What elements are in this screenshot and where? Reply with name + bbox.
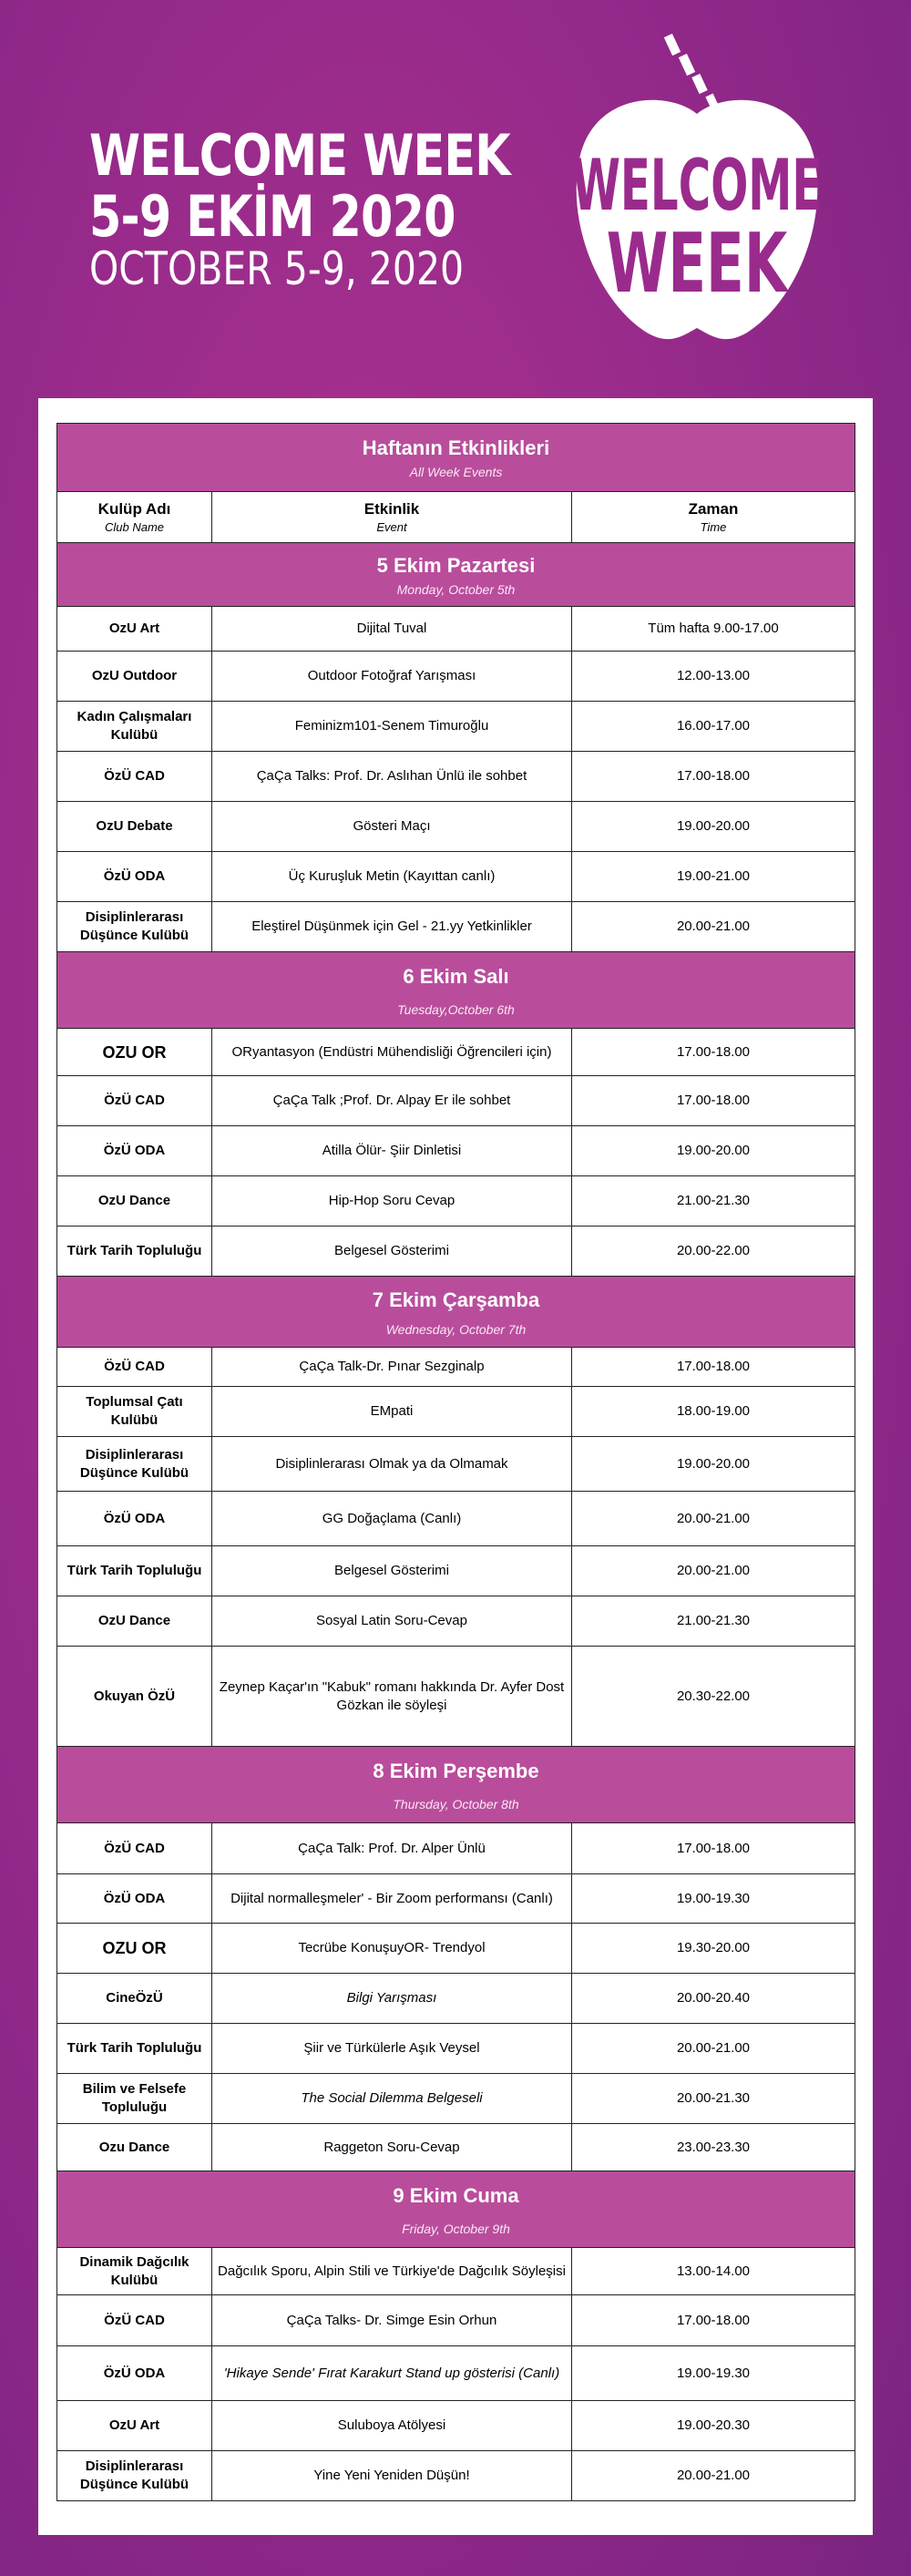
- table-row: Disiplinlerarası Düşünce Kulübü Eleştirel Düşünmek için Gel - 21.yy Yetkinlikler 20.00-21.00: [57, 902, 855, 952]
- table-row: Türk Tarih Topluluğu Belgesel Gösterimi 20.00-21.00: [57, 1546, 855, 1596]
- table-row: OzU Debate Gösteri Maçı 19.00-20.00: [57, 802, 855, 852]
- table-row: OzU Outdoor Outdoor Fotoğraf Yarışması 12.00-13.00: [57, 652, 855, 702]
- table-row: OzU Art Dijital Tuval Tüm hafta 9.00-17.00: [57, 607, 855, 652]
- table-row: ÖzÜ CAD ÇaÇa Talks: Prof. Dr. Aslıhan Ünlü ile sohbet 17.00-18.00: [57, 752, 855, 802]
- table-row: Okuyan ÖzÜ Zeynep Kaçar'ın "Kabuk" romanı hakkında Dr. Ayfer Dost Gözkan ile söyleşi 20.30-22.00: [57, 1647, 855, 1747]
- table-row: CineÖzÜ Bilgi Yarışması 20.00-20.40: [57, 1974, 855, 2024]
- table-row: OZU OR ORyantasyon (Endüstri Mühendisliği Öğrencileri için) 17.00-18.00: [57, 1029, 855, 1076]
- table-row: ÖzÜ ODA Dijital normalleşmeler' - Bir Zoom performansı (Canlı) 19.00-19.30: [57, 1874, 855, 1924]
- column-header-time: Zaman Time: [572, 492, 855, 543]
- table-row: ÖzÜ CAD ÇaÇa Talks- Dr. Simge Esin Orhun 17.00-18.00: [57, 2295, 855, 2346]
- all-week-subtitle: All Week Events: [409, 465, 503, 479]
- column-header-row: [57, 492, 855, 543]
- table-row: Kadın Çalışmaları Kulübü Feminizm101-Senem Timuroğlu 16.00-17.00: [57, 702, 855, 752]
- table-row: ÖzÜ CAD ÇaÇa Talk-Dr. Pınar Sezginalp 17.00-18.00: [57, 1348, 855, 1387]
- day-header-friday: 9 Ekim Cuma Friday, October 9th: [57, 2171, 855, 2248]
- all-week-title: Haftanın Etkinlikleri: [362, 436, 550, 459]
- table-row: OzU Dance Hip-Hop Soru Cevap 21.00-21.30: [57, 1176, 855, 1226]
- title-date-en: OCTOBER 5-9, 2020: [89, 242, 465, 295]
- table-row: Disiplinlerarası Düşünce Kulübü Disiplinlerarası Olmak ya da Olmamak 19.00-20.00: [57, 1437, 855, 1492]
- table-row: ÖzÜ ODA Atilla Ölür- Şiir Dinletisi 19.00-20.00: [57, 1126, 855, 1176]
- table-row: ÖzÜ CAD ÇaÇa Talk ;Prof. Dr. Alpay Er ile sohbet 17.00-18.00: [57, 1076, 855, 1126]
- day-header-thursday: 8 Ekim Perşembe Thursday, October 8th: [57, 1747, 855, 1823]
- column-header-event: Etkinlik Event: [212, 492, 572, 543]
- title-date-tr: 5-9 EKİM 2020: [89, 183, 456, 250]
- table-row: OZU OR Tecrübe KonuşuyOR- Trendyol 19.30-20.00: [57, 1924, 855, 1974]
- all-week-header: [57, 424, 855, 492]
- table-row: ÖzÜ ODA 'Hikaye Sende' Fırat Karakurt Stand up gösterisi (Canlı) 19.00-19.30: [57, 2346, 855, 2401]
- table-row: OzU Art Suluboya Atölyesi 19.00-20.30: [57, 2401, 855, 2451]
- schedule-table: [56, 423, 855, 2501]
- table-row: ÖzÜ ODA Üç Kuruşluk Metin (Kayıttan canlı) 19.00-21.00: [57, 852, 855, 902]
- table-row: OzU Dance Sosyal Latin Soru-Cevap 21.00-21.30: [57, 1596, 855, 1647]
- table-row: Ozu Dance Raggeton Soru-Cevap 23.00-23.30: [57, 2124, 855, 2171]
- table-row: Türk Tarih Topluluğu Şiir ve Türkülerle Aşık Veysel 20.00-21.00: [57, 2024, 855, 2074]
- header-banner: [0, 0, 911, 401]
- table-row: Disiplinlerarası Düşünce Kulübü Yine Yeni Yeniden Düşün! 20.00-21.00: [57, 2451, 855, 2501]
- day-header-wednesday: 7 Ekim Çarşamba Wednesday, October 7th: [57, 1277, 855, 1348]
- logo-text-week: WEEK: [606, 217, 788, 313]
- table-row: ÖzÜ CAD ÇaÇa Talk: Prof. Dr. Alper Ünlü 17.00-18.00: [57, 1823, 855, 1874]
- apple-logo-icon: [560, 27, 834, 355]
- table-row: Toplumsal Çatı Kulübü EMpati 18.00-19.00: [57, 1387, 855, 1437]
- schedule-card: [38, 398, 873, 2535]
- table-row: Türk Tarih Topluluğu Belgesel Gösterimi 20.00-22.00: [57, 1226, 855, 1277]
- logo-text-welcome: WELCOME: [571, 145, 823, 228]
- table-row: ÖzÜ ODA GG Doğaçlama (Canlı) 20.00-21.00: [57, 1492, 855, 1546]
- table-row: Dinamik Dağcılık Kulübü Dağcılık Sporu, Alpin Stili ve Türkiye'de Dağcılık Söyleşisi 13.00-14.00: [57, 2248, 855, 2295]
- table-row: Bilim ve Felsefe Topluluğu The Social Dilemma Belgeseli 20.00-21.30: [57, 2074, 855, 2124]
- column-header-club: Kulüp Adı Club Name: [57, 492, 212, 543]
- day-header-tuesday: 6 Ekim Salı Tuesday,October 6th: [57, 952, 855, 1029]
- title-welcome-week: WELCOME WEEK: [89, 122, 510, 189]
- day-header-monday: 5 Ekim Pazartesi Monday, October 5th: [57, 543, 855, 607]
